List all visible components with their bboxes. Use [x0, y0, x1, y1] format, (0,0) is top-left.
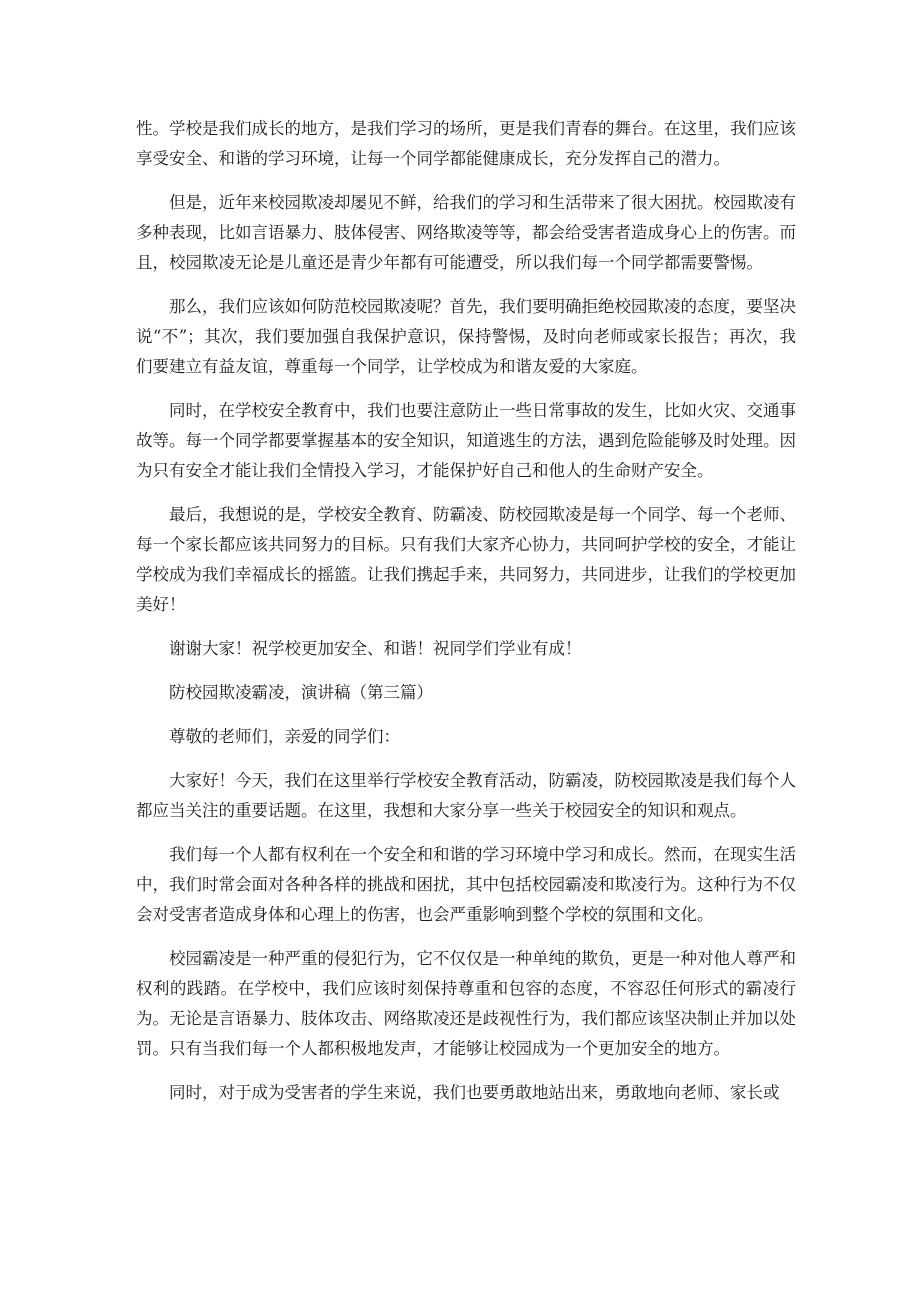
paragraph-5: 最后，我想说的是，学校安全教育、防霸凌、防校园欺凌是每一个同学、每一个老师、每一个家长都应该共同努力的目标。只有我们大家齐心协力，共同呵护学校的安全，才能让学校成为我们幸福成长的摇篮。让我们携起手来，共同努力，共同进步，让我们的学校更加美好！: [136, 505, 796, 614]
paragraph-9: 同时，对于成为受害者的学生来说，我们也要勇敢地站出来，勇敢地向老师、家长或: [169, 1083, 780, 1102]
paragraph-8: 校园霸凌是一种严重的侵犯行为，它不仅仅是一种单纯的欺负，更是一种对他人尊严和权利的践踏。在学校中，我们应该时刻保持尊重和包容的态度，不容忍任何形式的霸凌行为。无论是言语暴力、肢体攻击、网络欺凌还是歧视性行为，我们都应该坚决制止并加以处罚。只有当我们每一个人都积极地发声，才能够让校园成为一个更加安全的地方。: [136, 949, 796, 1058]
paragraph-6: 大家好！今天，我们在这里举行学校安全教育活动，防霸凌，防校园欺凌是我们每个人都应当关注的重要话题。在这里，我想和大家分享一些关于校园安全的知识和观点。: [136, 771, 796, 820]
paragraph-1: 性。学校是我们成长的地方，是我们学习的场所，更是我们青春的舞台。在这里，我们应该享受安全、和谐的学习环境，让每一个同学都能健康成长，充分发挥自己的潜力。: [136, 119, 796, 168]
section-title: 防校园欺凌霸凌，演讲稿（第三篇）: [169, 683, 433, 702]
paragraph-7: 我们每一个人都有权利在一个安全和和谐的学习环境中学习和成长。然而，在现实生活中，我们时常会面对各种各样的挑战和困扰，其中包括校园霸凌和欺凌行为。这种行为不仅会对受害者造成身体和心理上的伤害，也会严重影响到整个学校的氛围和文化。: [136, 845, 796, 924]
paragraph-4: 同时，在学校安全教育中，我们也要注意防止一些日常事故的发生，比如火灾、交通事故等。每一个同学都要掌握基本的安全知识，知道逃生的方法，遇到危险能够及时处理。因为只有安全才能让我们全情投入学习，才能保护好自己和他人的生命财产安全。: [136, 401, 796, 480]
document-page: [136, 114, 796, 1122]
paragraph-thanks: 谢谢大家！祝学校更加安全、和谐！祝同学们学业有成！: [169, 639, 582, 658]
paragraph-2: 但是，近年来校园欺凌却屡见不鲜，给我们的学习和生活带来了很大困扰。校园欺凌有多种表现，比如言语暴力、肢体侵害、网络欺凌等等，都会给受害者造成身心上的伤害。而且，校园欺凌无论是儿童还是青少年都有可能遭受，所以我们每一个同学都需要警惕。: [136, 193, 796, 272]
paragraph-3: 那么，我们应该如何防范校园欺凌呢？首先，我们要明确拒绝校园欺凌的态度，要坚决说“不”；其次，我们要加强自我保护意识，保持警惕，及时向老师或家长报告；再次，我们要建立有益友谊，尊重每一个同学，让学校成为和谐友爱的大家庭。: [136, 297, 796, 376]
salutation: 尊敬的老师们，亲爱的同学们：: [169, 727, 400, 746]
